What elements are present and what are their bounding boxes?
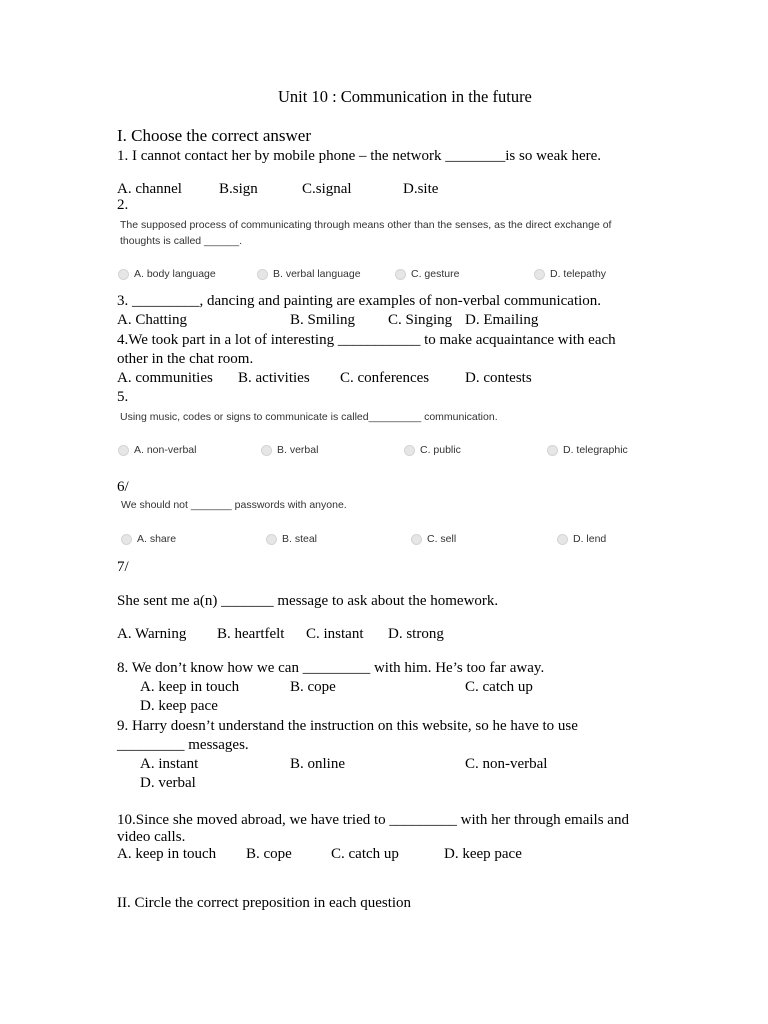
q3-option-b: B. Smiling [290,312,356,328]
radio-icon[interactable] [257,269,268,280]
q4-option-d: D. contests [465,370,532,386]
option-label: B. steal [282,533,318,545]
question-2-line-1: The supposed process of communicating through means other than the senses, as the direct exchange of [120,219,612,231]
q8-option-b: B. cope [290,679,336,695]
q9-option-d: D. verbal [140,775,196,791]
q10-option-d: D. keep pace [444,846,522,862]
question-7-text: She sent me a(n) _______ message to ask about the homework. [117,593,499,609]
option-label: B. verbal language [273,268,361,280]
option-label: C. sell [427,533,457,545]
question-4-line-2: other in the chat room. [117,351,254,367]
question-6-number: 6/ [117,479,129,495]
option-label: D. telegraphic [563,444,628,456]
question-5-text: Using music, codes or signs to communicate is called_________ communication. [120,411,498,423]
q10-option-c: C. catch up [331,846,399,862]
q3-option-c: C. Singing [388,312,453,328]
page-title: Unit 10 : Communication in the future [278,87,532,106]
q9-option-c: C. non-verbal [465,756,548,772]
question-2-number: 2. [117,197,129,213]
q5-option-d[interactable] [547,444,628,456]
q6-option-b[interactable] [266,533,317,545]
q1-option-b: B.sign [219,181,258,197]
option-label: A. share [137,533,177,545]
q8-option-d: D. keep pace [140,698,218,714]
q8-option-a: A. keep in touch [140,679,240,695]
question-2-line-2: thoughts is called ______. [120,235,243,247]
question-10-line-1: 10.Since she moved abroad, we have tried to _________ with her through emails and [117,812,629,828]
question-9-line-1: 9. Harry doesn’t understand the instruction on this website, so he have to use [117,718,578,734]
question-1-text: 1. I cannot contact her by mobile phone – the network ________is so weak here. [117,148,602,164]
radio-icon[interactable] [395,269,406,280]
section-1-heading: I. Choose the correct answer [117,126,312,145]
option-label: C. public [420,444,461,456]
radio-icon[interactable] [118,269,129,280]
q1-option-c: C.signal [302,181,352,197]
question-5-options [118,444,648,460]
q9-option-b: B. online [290,756,345,772]
question-9-line-2: _________ messages. [117,737,249,753]
question-2-options [118,268,638,284]
q5-option-b[interactable] [261,444,318,456]
q6-option-c[interactable] [411,533,456,545]
question-6-options [121,533,621,549]
q4-option-c: C. conferences [340,370,430,386]
radio-icon[interactable] [547,445,558,456]
q2-option-a[interactable] [118,268,216,280]
section-2-heading: II. Circle the correct preposition in each question [117,895,412,911]
q7-option-a: A. Warning [117,626,187,642]
radio-icon[interactable] [261,445,272,456]
option-label: B. verbal [277,444,319,456]
radio-icon[interactable] [266,534,277,545]
radio-icon[interactable] [121,534,132,545]
question-3-text: 3. _________, dancing and painting are examples of non-verbal communication. [117,293,602,309]
radio-icon[interactable] [118,445,129,456]
q5-option-a[interactable] [118,444,196,456]
q7-option-d: D. strong [388,626,444,642]
q4-option-a: A. communities [117,370,213,386]
q10-option-b: B. cope [246,846,292,862]
question-6-text: We should not _______ passwords with anyone. [121,499,347,511]
q1-option-a: A. channel [117,181,182,197]
q1-option-d: D.site [403,181,439,197]
radio-icon[interactable] [557,534,568,545]
q2-option-b[interactable] [257,268,361,280]
radio-icon[interactable] [534,269,545,280]
q7-option-c: C. instant [306,626,364,642]
q6-option-d[interactable] [557,533,606,545]
option-label: A. body language [134,268,216,280]
option-label: A. non-verbal [134,444,197,456]
question-8-text: 8. We don’t know how we can _________ with him. He’s too far away. [117,660,545,676]
option-label: D. lend [573,533,607,545]
q2-option-c[interactable] [395,268,459,280]
question-4-line-1: 4.We took part in a lot of interesting ___________ to make acquaintance with each [117,332,616,348]
option-label: C. gesture [411,268,460,280]
question-10-line-2: video calls. [117,829,186,845]
q5-option-c[interactable] [404,444,461,456]
q9-option-a: A. instant [140,756,199,772]
q7-option-b: B. heartfelt [217,626,285,642]
q6-option-a[interactable] [121,533,176,545]
q2-option-d[interactable] [534,268,606,280]
option-label: D. telepathy [550,268,607,280]
q3-option-a: A. Chatting [117,312,187,328]
radio-icon[interactable] [404,445,415,456]
question-7-number: 7/ [117,559,129,575]
radio-icon[interactable] [411,534,422,545]
q4-option-b: B. activities [238,370,310,386]
q8-option-c: C. catch up [465,679,533,695]
q10-option-a: A. keep in touch [117,846,217,862]
question-5-number: 5. [117,389,129,405]
q3-option-d: D. Emailing [465,312,539,328]
